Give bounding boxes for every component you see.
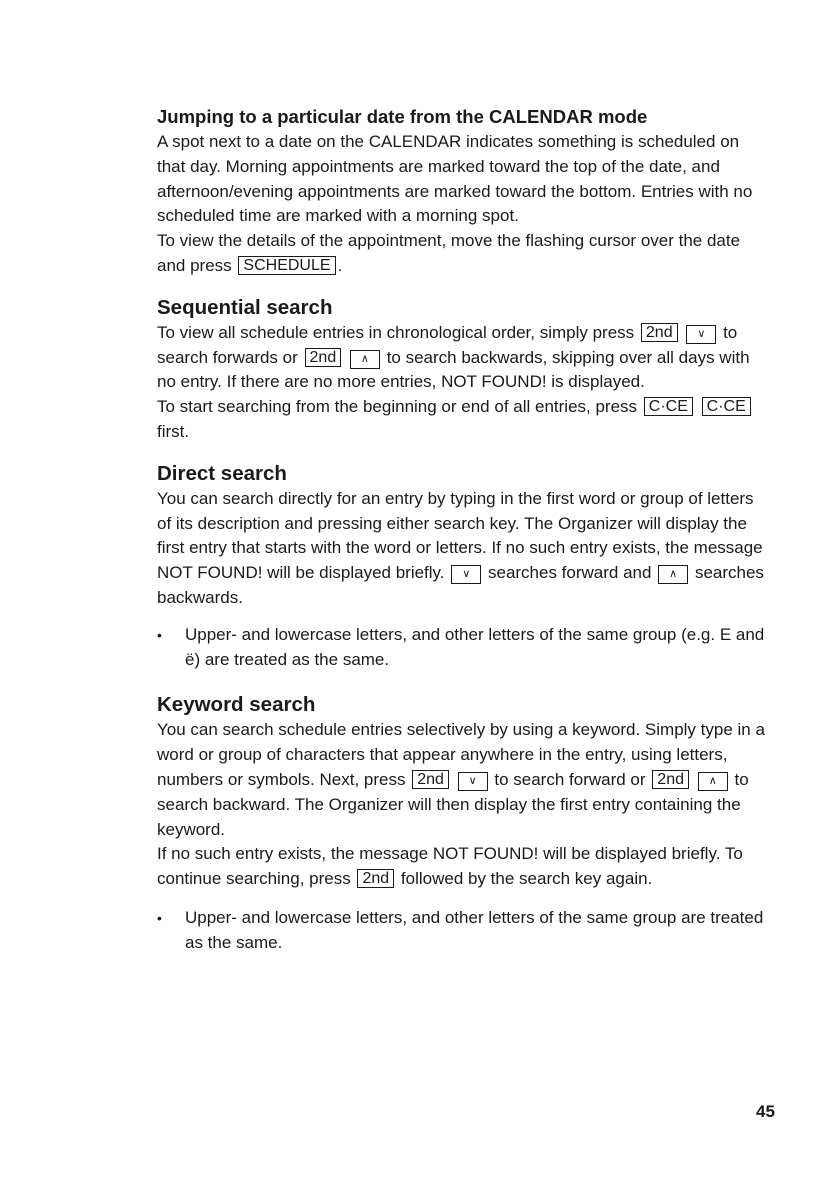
seq-p2-text-a: To start searching from the beginning or end of all entries, press xyxy=(157,397,638,417)
seq-text-b: to search forwards or xyxy=(157,322,738,367)
kw-p2-text-a: If no such entry exists, the message NOT FOUND! will be displayed briefly. To continue searching, press xyxy=(157,844,743,889)
keyword-paragraph-2 xyxy=(157,842,769,892)
keyword-bullet-list xyxy=(157,906,769,956)
down-arrow-key: ∨ xyxy=(451,565,481,584)
direct-text-end: searches backwards. xyxy=(157,563,764,607)
down-arrow-key: ∨ xyxy=(686,325,716,344)
kw-p2-text-b: followed by the search key again. xyxy=(400,869,653,889)
page-number: 45 xyxy=(756,1102,775,1121)
second-key: 2nd xyxy=(412,770,449,789)
kw-text-c: to search backward. The Organizer will then display the first entry containing the keyword. xyxy=(157,769,749,839)
second-key: 2nd xyxy=(305,348,342,367)
second-key: 2nd xyxy=(652,770,689,789)
direct-heading: Direct search xyxy=(157,461,287,485)
cce-key: C·CE xyxy=(702,397,751,416)
direct-bullet: • Upper- and lowercase letters, and other letters of the same group (e.g. E and ë) are treated as the same. xyxy=(157,623,769,673)
seq-p2-text-b: first. xyxy=(157,421,190,441)
direct-paragraph xyxy=(157,487,769,611)
calendar-heading: Jumping to a particular date from the CALENDAR mode xyxy=(157,106,648,127)
calendar-paragraph-2 xyxy=(157,229,769,279)
kw-text-b: to search forward or xyxy=(494,769,646,789)
seq-text-c: to search backwards, skipping over all days with no entry. If there are no more entries, NOT FOUND! is displayed. xyxy=(157,347,750,392)
page-content xyxy=(157,104,769,956)
calendar-paragraph-1: A spot next to a date on the CALENDAR indicates something is scheduled on that day. Morning appointments are marked toward the top of the date, and afternoon/evening appointments are marked toward the bottom. Entries with no scheduled time are marked with a morning spot. xyxy=(157,132,753,226)
up-arrow-key: ∧ xyxy=(698,772,728,791)
up-arrow-key: ∧ xyxy=(658,565,688,584)
keyword-heading: Keyword search xyxy=(157,693,316,717)
sequential-heading: Sequential search xyxy=(157,295,333,319)
sequential-paragraph-1 xyxy=(157,321,769,395)
keyword-bullet: • Upper- and lowercase letters, and other letters of the same group are treated as the same. xyxy=(157,906,769,956)
seq-text-a: To view all schedule entries in chronological order, simply press xyxy=(157,322,635,342)
keyword-paragraph-1 xyxy=(157,718,769,842)
down-arrow-key: ∨ xyxy=(458,772,488,791)
calendar-p2-end: . xyxy=(337,255,343,275)
calendar-p2-text: To view the details of the appointment, move the flashing cursor over the date and press xyxy=(157,231,741,275)
second-key: 2nd xyxy=(641,323,678,342)
sequential-paragraph-2 xyxy=(157,395,769,445)
kw-text-a: You can search schedule entries selectively by using a keyword. Simply type in a word or group of characters that appear anywhere in the entry, using letters, numbers or symbols. Next, press xyxy=(157,720,765,789)
direct-text-mid: searches forward and xyxy=(487,563,652,583)
direct-text: You can search directly for an entry by typing in the first word or group of letters of its description and pressing either search key. The Organizer will display the first entry that starts with the word or letters. If no such entry exists, the message NOT FOUND! will be displayed briefly. xyxy=(157,488,763,583)
second-key: 2nd xyxy=(357,869,394,888)
up-arrow-key: ∧ xyxy=(350,350,380,369)
schedule-key: SCHEDULE xyxy=(238,256,335,275)
direct-bullet-list xyxy=(157,623,769,673)
cce-key: C·CE xyxy=(644,397,693,416)
